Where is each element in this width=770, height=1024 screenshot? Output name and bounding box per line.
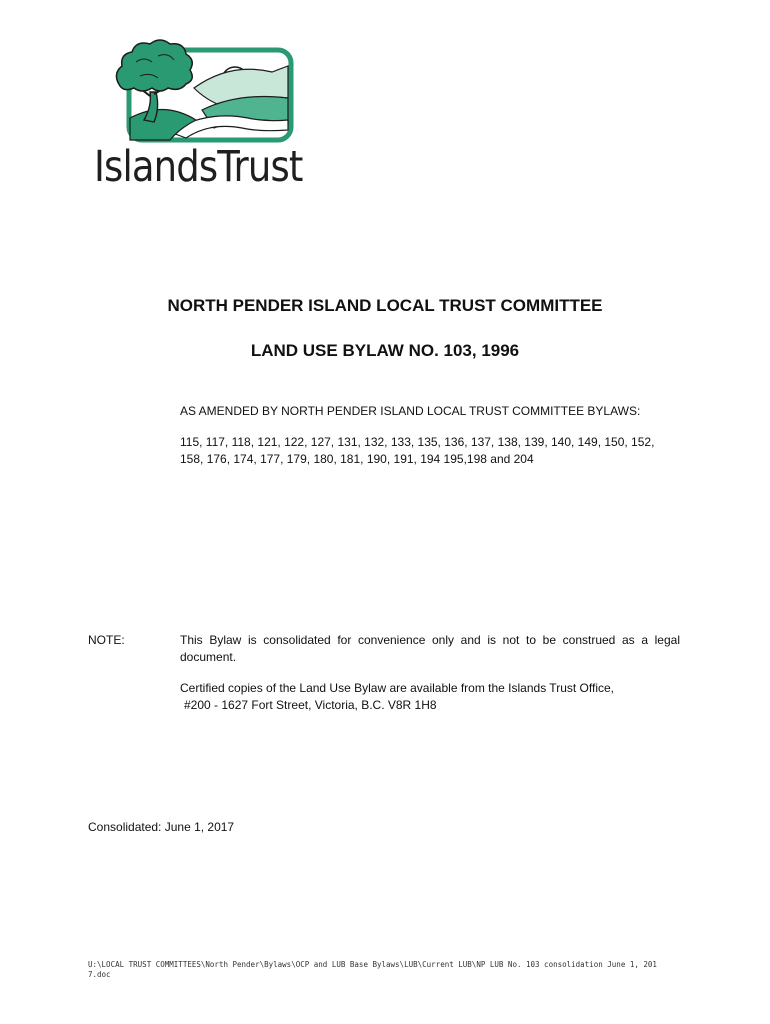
bylaw-title: LAND USE BYLAW NO. 103, 1996: [250, 341, 520, 360]
note-text: This Bylaw is consolidated for convenience only and is not to be construed as a legal document.: [180, 633, 680, 664]
certified-copies-notice: [180, 680, 614, 714]
amended-heading: AS AMENDED BY NORTH PENDER ISLAND LOCAL TRUST COMMITTEE BYLAWS:: [180, 404, 641, 418]
office-address: #200 - 1627 Fort Street, Victoria, B.C. V8R 1H8: [184, 698, 437, 712]
bylaw-numbers-line: 158, 176, 174, 177, 179, 180, 181, 190, 191, 194 195,198 and 204: [180, 452, 534, 466]
committee-title: NORTH PENDER ISLAND LOCAL TRUST COMMITTEE: [167, 296, 603, 315]
bylaw-number-list: [180, 434, 654, 468]
note-label: NOTE:: [88, 633, 125, 647]
islands-trust-logo-icon: [110, 36, 300, 146]
certified-copies-line: Certified copies of the Land Use Bylaw are available from the Islands Trust Office,: [180, 681, 614, 695]
consolidated-date: Consolidated: June 1, 2017: [88, 820, 235, 834]
footer-file-path: U:\LOCAL TRUST COMMITTEES\North Pender\Bylaws\OCP and LUB Base Bylaws\LUB\Current LUB\NP LUB No. 103 consolidation June 1, 2017.doc: [88, 960, 657, 979]
logo-wordmark: IslandsTrust: [94, 142, 303, 192]
bylaw-numbers-line: 115, 117, 118, 121, 122, 127, 131, 132, 133, 135, 136, 137, 138, 139, 140, 149, 150, 152,: [180, 435, 655, 449]
